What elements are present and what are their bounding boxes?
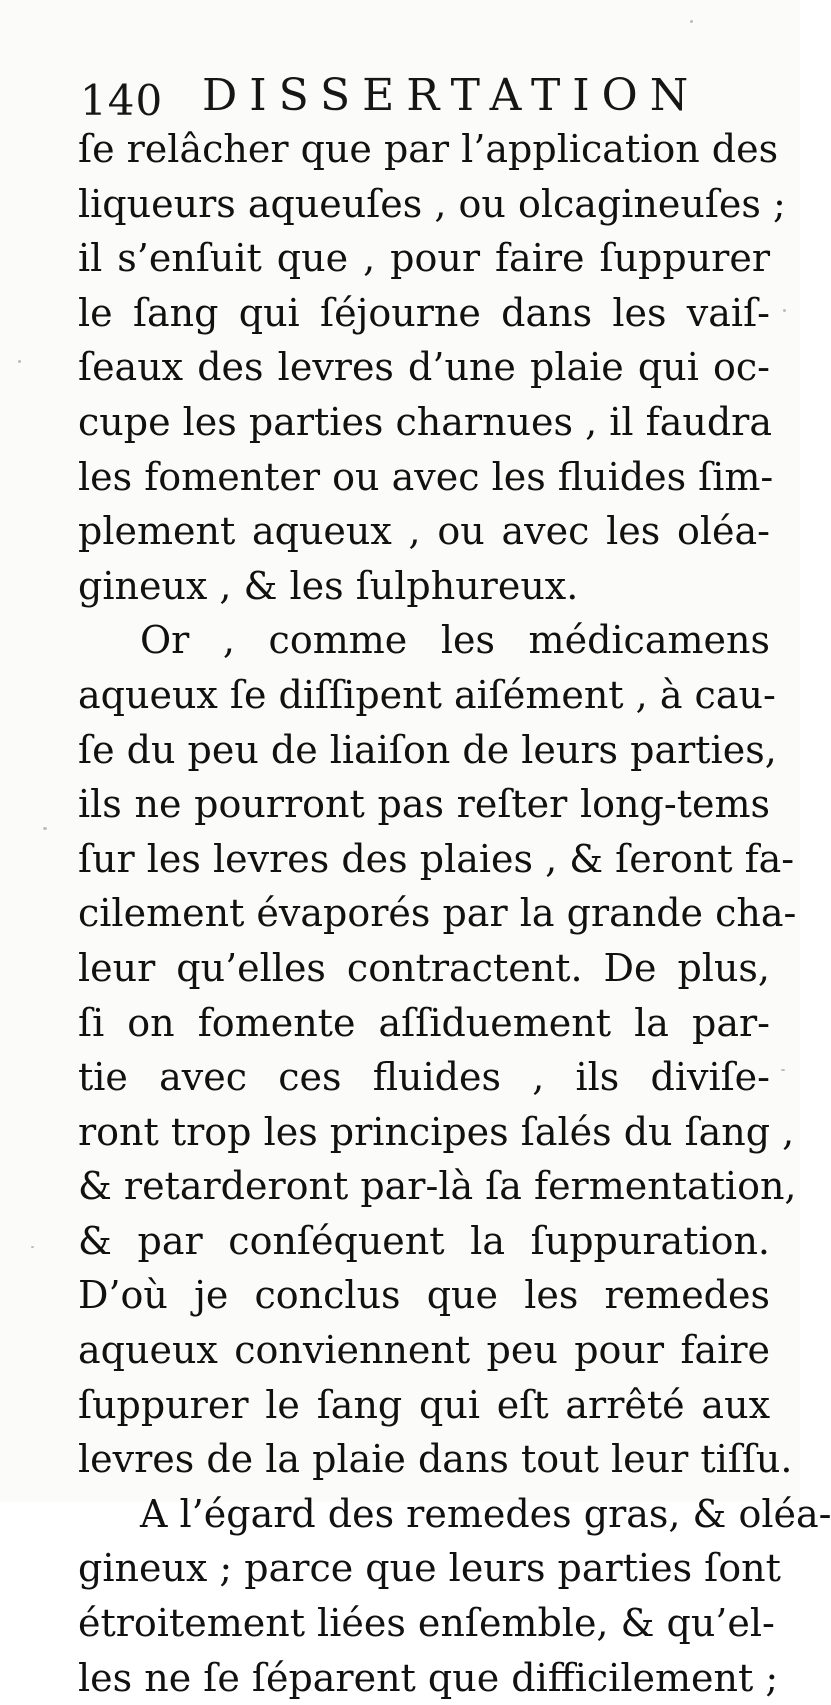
- text-line: le ſang qui ſéjourne dans les vaiſ-: [78, 290, 770, 335]
- text-line: ſi on fomente aſſiduement la par-: [78, 1000, 770, 1045]
- text-line: cilement évaporés par la grande cha-: [78, 891, 797, 936]
- text-line: il s’enſuit que , pour faire ſuppurer: [78, 236, 770, 281]
- text-line: & retarderont par-là ſa fermentation,: [78, 1164, 797, 1209]
- text-line: ſe du peu de liaiſon de leurs parties,: [78, 727, 777, 772]
- page-header: [80, 70, 770, 130]
- paper-speck: [31, 1246, 34, 1248]
- text-line: les fomenter ou avec les fluides ſim-: [78, 454, 774, 499]
- text-line: A l’égard des remedes gras, & oléa-: [140, 1491, 831, 1536]
- text-line: aqueux conviennent peu pour faire: [78, 1328, 770, 1373]
- text-line: ils ne pourront pas reſter long-tems: [78, 782, 770, 827]
- text-line: plement aqueux , ou avec les oléa-: [78, 509, 770, 554]
- paper-speck: [690, 20, 693, 23]
- text-line: ſuppurer le ſang qui eſt arrêté aux: [78, 1382, 770, 1427]
- paper-speck: [18, 360, 21, 363]
- text-line: gineux , & les ſulphureux.: [78, 563, 579, 608]
- text-line: ſe relâcher que par l’application des: [78, 127, 779, 171]
- paper-speck: [43, 827, 47, 830]
- body-text: [78, 122, 831, 1705]
- paper-speck: [781, 1069, 785, 1071]
- text-line: leur qu’elles contractent. De plus,: [78, 945, 770, 990]
- text-line: aqueux ſe diſſipent aiſément , à cau-: [78, 672, 776, 717]
- text-line: liqueurs aqueuſes , ou olcagineuſes ;: [78, 181, 786, 226]
- text-line: Or , comme les médicamens: [140, 618, 770, 663]
- paper-speck: [783, 309, 786, 312]
- running-title: DISSERTATION: [202, 70, 701, 121]
- text-line: ſur les levres des plaies , & ſeront fa-: [78, 836, 795, 881]
- text-line: étroitement liées enſemble, & qu’el-: [78, 1601, 775, 1646]
- text-line: ront trop les principes ſalés du ſang ,: [78, 1109, 795, 1154]
- text-line: D’où je conclus que les remedes: [78, 1273, 770, 1318]
- text-line: & par conſéquent la ſuppuration.: [78, 1218, 770, 1263]
- text-line: ſeaux des levres d’une plaie qui oc-: [78, 345, 770, 390]
- text-line: les ne ſe ſéparent que difficilement ;: [78, 1655, 779, 1700]
- page-number: 140: [80, 76, 164, 125]
- text-line: cupe les parties charnues , il faudra: [78, 399, 772, 444]
- text-line: gineux ; parce que leurs parties ſont: [78, 1546, 781, 1591]
- text-line: tie avec ces fluides , ils diviſe-: [78, 1055, 770, 1100]
- text-line: levres de la plaie dans tout leur tiſſu.: [78, 1437, 793, 1482]
